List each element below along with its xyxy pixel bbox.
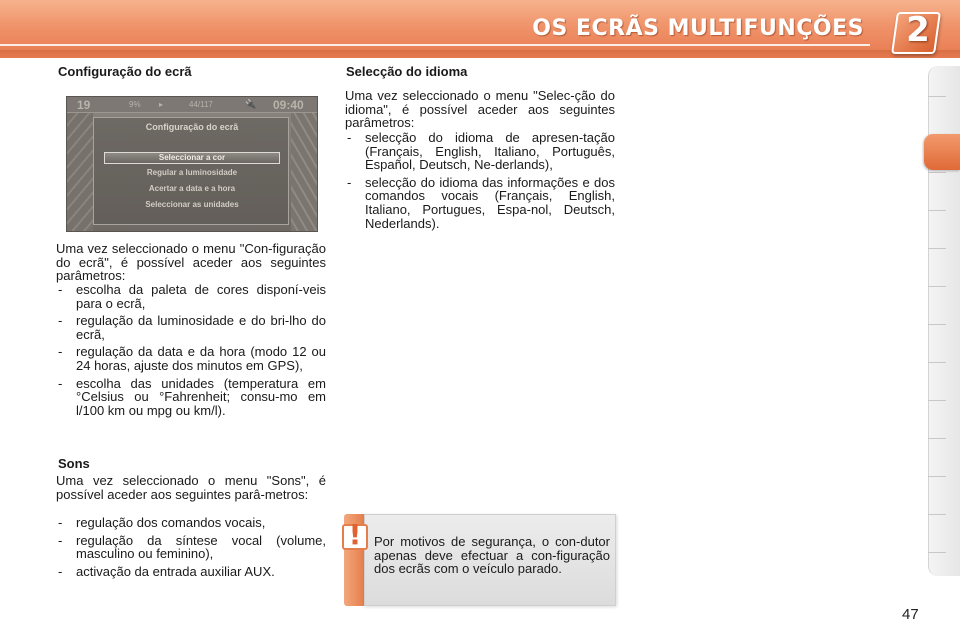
screen-menu-title: Configuração do ecrã (145, 122, 239, 132)
list-item: - escolha da paleta de cores disponí-veis para o ecrã, (56, 283, 326, 310)
list-item: - regulação dos comandos vocais, (56, 516, 326, 530)
tab-divider (928, 362, 946, 363)
tab-divider (928, 286, 946, 287)
list-item: - regulação da data e da hora (modo 12 ou 24 horas, ajuste dos minutos em GPS), (56, 345, 326, 372)
tab-divider (928, 400, 946, 401)
warning-text: Por motivos de segurança, o con-dutor apenas deve efectuar a con-figuração dos ecrãs com o veículo parado. (374, 534, 610, 577)
map-background (67, 113, 93, 232)
list-item: - selecção do idioma de apresen-tação (Français, English, Italiano, Português, Español, Deutsch, Ne-derlands), (345, 131, 615, 172)
tab-divider (928, 172, 946, 173)
tab-divider (928, 324, 946, 325)
screen-status-value: 9% (129, 100, 141, 109)
tab-divider (928, 552, 946, 553)
header-rule (0, 44, 870, 46)
tab-divider (928, 514, 946, 515)
warning-box (364, 514, 616, 606)
tab-divider (928, 96, 946, 97)
screen-illustration (66, 96, 318, 232)
screen-menu-item[interactable]: Acertar a data e a hora (148, 184, 236, 193)
section-heading-config: Configuração do ecrã (58, 64, 192, 79)
screen-menu-item[interactable]: Regular a luminosidade (146, 168, 238, 177)
list-item: - selecção do idioma das informações e dos comandos vocais (Français, English, Italiano, Portugues, Espa-nol, Deutsch, Nederlands). (345, 176, 615, 230)
page-number: 47 (902, 606, 919, 623)
list-item: - regulação da síntese vocal (volume, masculino ou feminino), (56, 534, 326, 561)
screen-plug-icon: 🔌 (245, 99, 257, 109)
chapter-number: 2 (906, 10, 930, 50)
tab-divider (928, 438, 946, 439)
idioma-list (345, 131, 615, 234)
exclamation-icon-glyph: ! (348, 518, 362, 551)
list-item: - escolha das unidades (temperatura em °Celsius ou °Fahrenheit; consu-mo em l/100 km ou mpg ou km/l). (56, 377, 326, 418)
sons-list (56, 516, 326, 582)
section-heading-sons: Sons (58, 456, 90, 471)
page-title: OS ECRÃS MULTIFUNÇÕES (532, 16, 864, 41)
map-background (291, 113, 317, 232)
tab-divider (928, 248, 946, 249)
screen-menu-panel (93, 117, 289, 225)
screen-temp: 19 (77, 98, 91, 112)
safety-warning (344, 514, 616, 606)
section-heading-idioma: Selecção do idioma (346, 64, 468, 79)
screen-arrow-icon: ▸ (159, 100, 164, 109)
header-shadow (0, 50, 960, 58)
config-intro: Uma vez seleccionado o menu "Con-figuração do ecrã", é possível aceder aos seguintes parâmetros: (56, 241, 326, 284)
list-item: - regulação da luminosidade e do bri-lho do ecrã, (56, 314, 326, 341)
screen-menu-item[interactable]: Seleccionar as unidades (145, 200, 239, 209)
tab-divider (928, 476, 946, 477)
screen-menu-item-selected[interactable]: Seleccionar a cor (104, 152, 280, 164)
config-list (56, 283, 326, 421)
chapter-tab-active[interactable] (924, 134, 960, 170)
idioma-intro: Uma vez seleccionado o menu "Selec-ção do idioma", é possível aceder aos seguintes parâmetros: (345, 88, 615, 131)
screen-status-value: 44/117 (189, 100, 213, 109)
screen-status-bar (67, 97, 318, 113)
list-item: - activação da entrada auxiliar AUX. (56, 565, 326, 579)
tab-divider (928, 210, 946, 211)
sons-intro: Uma vez seleccionado o menu "Sons", é possível aceder aos seguintes parâ-metros: (56, 473, 326, 502)
screen-clock: 09:40 (273, 98, 304, 112)
